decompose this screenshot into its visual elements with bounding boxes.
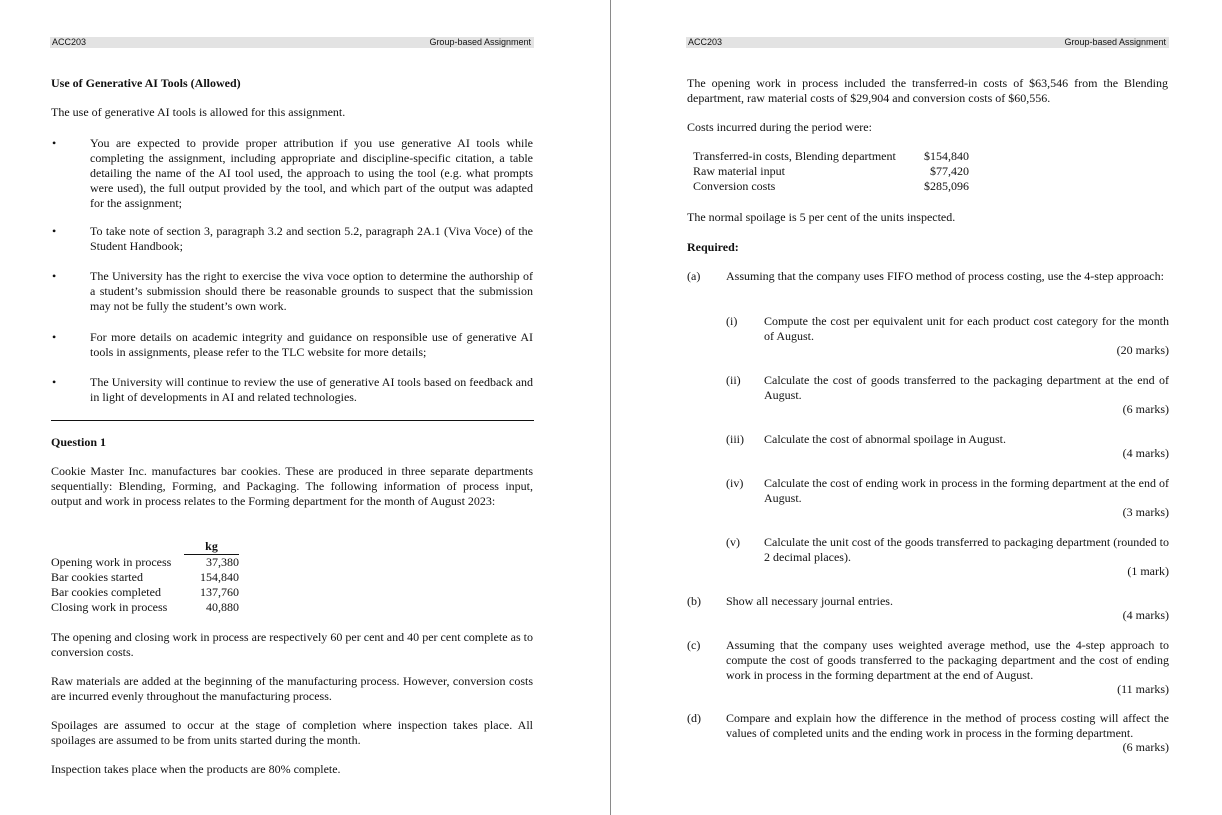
ai-bullet-3: The University has the right to exercise the viva voce option to determine the authorship of a student’s submission should there be reasonable grounds to suspect that the submission may not be fully the student’s own work. bbox=[90, 269, 533, 313]
bullet-icon: • bbox=[52, 269, 57, 283]
item-label: (iii) bbox=[726, 432, 744, 446]
ai-bullet-4: For more details on academic integrity and guidance on responsible use of generative AI tools in assignments, please refer to the TLC website for more details; bbox=[90, 330, 533, 359]
item-marks: (20 marks) bbox=[1116, 343, 1169, 357]
table-row bbox=[693, 149, 969, 164]
item-marks: (4 marks) bbox=[1122, 446, 1169, 460]
ai-bullet-1: You are expected to provide proper attribution if you use generative AI tools while completing the assignment, including appropriate and discipline-specific citation, a table detailing the name of the AI tool used, the approach to using the tool (e.g. what prompts were used), the full output provided by the tool, and which part of the output was adapted for the assignment; bbox=[90, 136, 533, 210]
row-label: Bar cookies started bbox=[51, 570, 143, 584]
question-title: Question 1 bbox=[51, 435, 107, 449]
item-marks: (3 marks) bbox=[1122, 505, 1169, 519]
ai-intro: The use of generative AI tools is allowed for this assignment. bbox=[51, 105, 346, 119]
costs-intro: Costs incurred during the period were: bbox=[687, 120, 872, 134]
cost-value: $285,096 bbox=[924, 179, 969, 193]
part-d-text: Compare and explain how the difference in the method of process costing will affect the values of completed units and the ending work in process in the forming department. bbox=[726, 711, 1169, 740]
item-label: (v) bbox=[726, 535, 740, 549]
cost-label: Raw material input bbox=[693, 164, 785, 178]
row-value: 154,840 bbox=[200, 570, 239, 584]
paragraph-completion: The opening and closing work in process are respectively 60 per cent and 40 per cent complete as to conversion costs. bbox=[51, 630, 533, 659]
part-c-text: Assuming that the company uses weighted average method, use the 4-step approach to compute the cost of goods transferred to the packaging department and the cost of ending work in process in the forming department at the end of August. bbox=[726, 638, 1169, 682]
part-a-label: (a) bbox=[687, 269, 701, 283]
row-label: Closing work in process bbox=[51, 600, 168, 614]
paragraph-materials: Raw materials are added at the beginning of the manufacturing process. However, conversion costs are incurred evenly throughout the manufacturing process. bbox=[51, 674, 533, 703]
bullet-icon: • bbox=[52, 375, 57, 389]
part-d-marks: (6 marks) bbox=[1122, 740, 1169, 754]
section-divider bbox=[51, 420, 534, 421]
assignment-type: Group-based Assignment bbox=[1064, 37, 1166, 47]
assignment-type: Group-based Assignment bbox=[429, 37, 531, 47]
opening-wip-text: The opening work in process included the transferred-in costs of $63,546 from the Blending department, raw material costs of $29,904 and conversion costs of $60,556. bbox=[687, 76, 1168, 105]
table-row bbox=[693, 179, 969, 194]
bullet-icon: • bbox=[52, 224, 57, 238]
row-value: 137,760 bbox=[200, 585, 239, 599]
bullet-icon: • bbox=[52, 330, 57, 344]
normal-spoilage: The normal spoilage is 5 per cent of the units inspected. bbox=[687, 210, 956, 224]
required-heading: Required: bbox=[687, 240, 739, 254]
table-row bbox=[51, 600, 239, 615]
table-row bbox=[51, 570, 239, 585]
course-code: ACC203 bbox=[52, 37, 87, 47]
cost-value: $154,840 bbox=[924, 149, 969, 163]
ai-title: Use of Generative AI Tools (Allowed) bbox=[51, 76, 241, 90]
page-header bbox=[50, 37, 534, 48]
item-text: Calculate the cost of ending work in process in the forming department at the end of August. bbox=[764, 476, 1169, 505]
part-a-text: Assuming that the company uses FIFO method of process costing, use the 4-step approach: bbox=[726, 269, 1164, 283]
bullet-icon: • bbox=[52, 136, 57, 150]
item-label: (ii) bbox=[726, 373, 741, 387]
course-code: ACC203 bbox=[688, 37, 723, 47]
item-text: Calculate the cost of goods transferred to the packaging department at the end of August. bbox=[764, 373, 1169, 402]
row-value: 37,380 bbox=[206, 555, 239, 569]
part-c-marks: (11 marks) bbox=[1117, 682, 1169, 696]
part-b-marks: (4 marks) bbox=[1122, 608, 1169, 622]
units-table bbox=[51, 539, 239, 615]
item-text: Calculate the unit cost of the goods transferred to packaging department (rounded to 2 decimal places). bbox=[764, 535, 1169, 564]
item-text: Calculate the cost of abnormal spoilage in August. bbox=[764, 432, 1006, 446]
item-label: (iv) bbox=[726, 476, 744, 490]
left-page bbox=[0, 0, 610, 815]
cost-value: $77,420 bbox=[930, 164, 969, 178]
item-marks: (1 mark) bbox=[1127, 564, 1169, 578]
units-header: kg bbox=[184, 539, 239, 555]
table-row bbox=[51, 555, 239, 571]
part-b-label: (b) bbox=[687, 594, 701, 608]
row-label: Bar cookies completed bbox=[51, 585, 161, 599]
ai-bullet-5: The University will continue to review the use of generative AI tools based on feedback and in light of developments in AI and related technologies. bbox=[90, 375, 533, 404]
item-marks: (6 marks) bbox=[1122, 402, 1169, 416]
row-value: 40,880 bbox=[206, 600, 239, 614]
paragraph-inspection: Inspection takes place when the products are 80% complete. bbox=[51, 762, 341, 776]
cost-label: Conversion costs bbox=[693, 179, 776, 193]
page-header bbox=[686, 37, 1169, 48]
part-b-text: Show all necessary journal entries. bbox=[726, 594, 893, 608]
right-page bbox=[611, 0, 1222, 815]
row-label: Opening work in process bbox=[51, 554, 172, 569]
costs-table bbox=[693, 149, 969, 194]
part-d-label: (d) bbox=[687, 711, 701, 725]
item-label: (i) bbox=[726, 314, 738, 328]
item-text: Compute the cost per equivalent unit for each product cost category for the month of August. bbox=[764, 314, 1169, 343]
cost-label: Transferred-in costs, Blending department bbox=[693, 149, 896, 163]
table-row bbox=[51, 585, 239, 600]
part-c-label: (c) bbox=[687, 638, 701, 652]
question-intro: Cookie Master Inc. manufactures bar cookies. These are produced in three separate departments sequentially: Blending, Forming, and Packaging. The following information of process input, output and work in process relates to the Forming department for the month of August 2023: bbox=[51, 464, 533, 508]
table-row bbox=[693, 164, 969, 179]
paragraph-spoilage: Spoilages are assumed to occur at the stage of completion where inspection takes place. All spoilages are assumed to be from units started during the month. bbox=[51, 718, 533, 747]
ai-bullet-2: To take note of section 3, paragraph 3.2 and section 5.2, paragraph 2A.1 (Viva Voce) of the Student Handbook; bbox=[90, 224, 533, 253]
